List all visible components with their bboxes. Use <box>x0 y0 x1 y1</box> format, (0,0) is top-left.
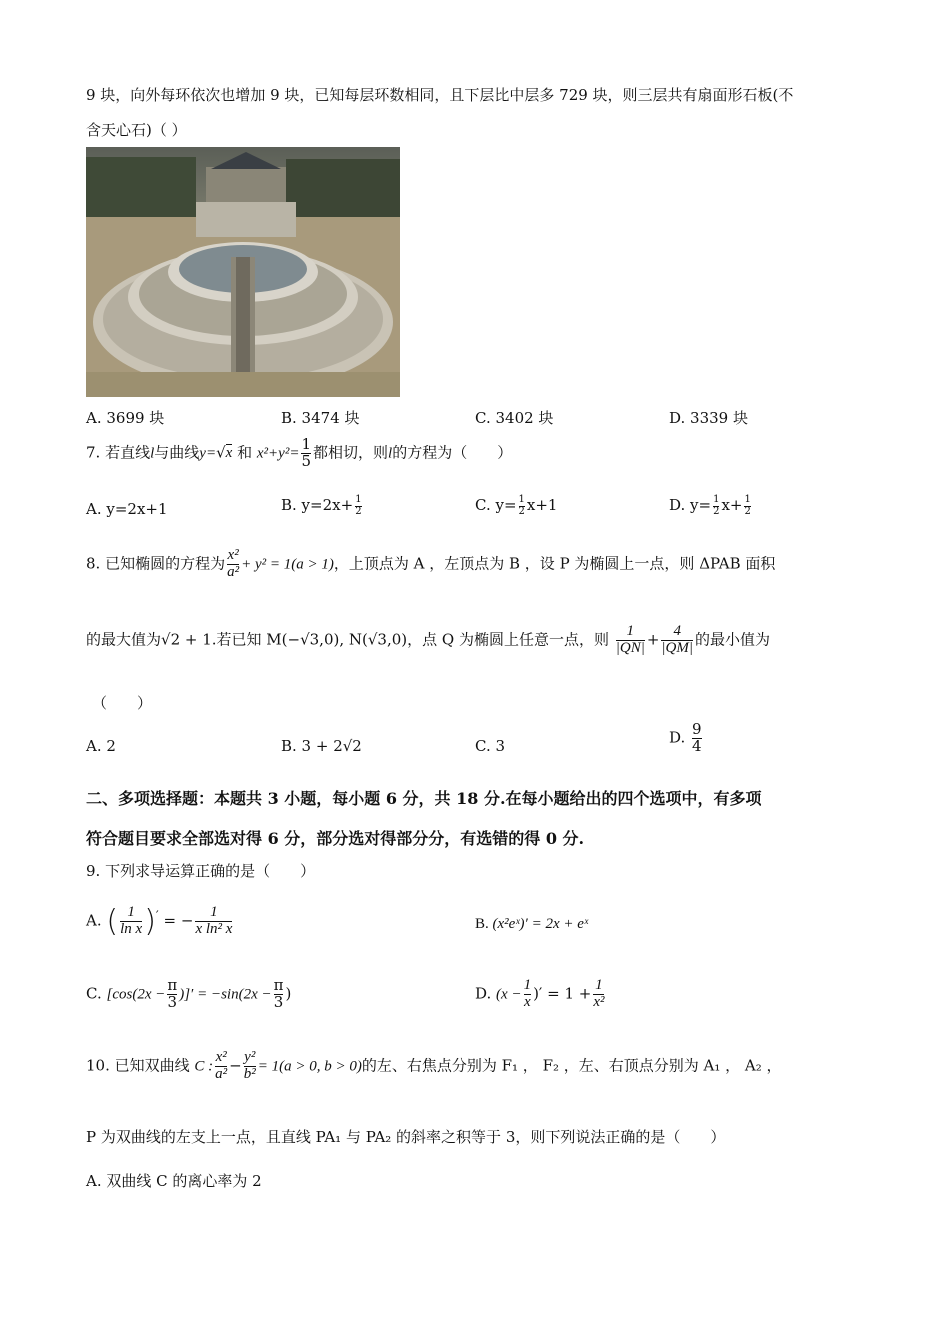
q6-option-d: D. 3339 块 <box>669 409 748 427</box>
q10-stem-line2: P 为双曲线的左支上一点，且直线 PA₁ 与 PA₂ 的斜率之积等于 3，则下列说法正确的是（ ） <box>86 1128 726 1146</box>
q6-text-line1: 9 块，向外每环依次也增加 9 块，已知每层环数相同，且下层比中层多 729 块，则三层共有扇面形石板(不 <box>86 86 794 104</box>
q6-option-a: A. 3699 块 <box>86 409 165 427</box>
section2-heading-line1: 二、多项选择题：本题共 3 小题，每小题 6 分，共 18 分.在每小题给出的四个选项中，有多项 <box>86 789 762 808</box>
q8-option-c: C. 3 <box>475 737 506 755</box>
q7-option-d: D. y= $\frac{1}{2}$ x+ $\frac{1}{2}$ <box>669 494 751 517</box>
q9-option-a: A. ( $\frac{1}{\text{ln x}}$ )′ = − $\frac{1}{\text{x ln² x}}$ <box>86 904 233 939</box>
q8-option-a: A. 2 <box>86 737 116 755</box>
q8-stem-line3: （ ） <box>92 694 153 712</box>
q7-option-c: C. y= $\frac{1}{2}$ x+1 <box>475 494 558 517</box>
q8-stem-line1: 8. 已知椭圆的方程为 $\frac{\text{x²}}{\text{a²}}$ + y² = 1(a > 1)，上顶点为 A ，左顶点为 B ，设 P 为椭圆上一点，则 ΔPAB 面积 <box>86 547 776 580</box>
q10-stem-line1: 10. 已知双曲线 C : $\frac{\text{x²}}{\text{a²}}$ − $\frac{\text{y²}}{\text{b²}}$ = 1(a > 0, b > 0)的左、右焦点分别为 F₁ ， F₂ ，左、右顶点分别为 A₁ ， A₂ ， <box>86 1049 782 1082</box>
temple-of-heaven-photo <box>86 147 400 397</box>
q6-text-line2: 含天心石)（ ） <box>86 121 187 139</box>
q7-stem: 7. 若直线l与曲线y=√x 和 x²+y²= $\frac{1}{5}$ 都相切，则l的方程为（ ） <box>86 435 513 470</box>
q8-option-b: B. 3 + 2√2 <box>281 737 362 755</box>
q6-option-c: C. 3402 块 <box>475 409 554 427</box>
q9-option-d: D. (x − $\frac{1}{x}$ )′ = 1 + $\frac{1}{\text{x²}}$ <box>475 977 605 1010</box>
q6-option-b: B. 3474 块 <box>281 409 360 427</box>
q9-option-b: B. (x²eˣ)′ = 2x + eˣ <box>475 916 589 932</box>
section2-heading-line2: 符合题目要求全部选对得 6 分，部分选对得部分分，有选错的得 0 分. <box>86 829 585 848</box>
q7-option-b: B. y=2x+ $\frac{1}{2}$ <box>281 494 362 517</box>
q8-stem-line2: 的最大值为√2 + 1.若已知 M(−√3,0), N(√3,0)，点 Q 为椭圆上任意一点，则 $\frac{1}{|QN|}$ + $\frac{4}{|QM|}$ 的最小值为 <box>86 623 771 656</box>
q8-option-d: D. $\frac{9}{4}$ <box>669 720 702 755</box>
q9-stem: 9. 下列求导运算正确的是（ ） <box>86 862 316 880</box>
q10-option-a: A. 双曲线 C 的离心率为 2 <box>86 1172 262 1190</box>
q9-option-c: C. [cos(2x − $\frac{\pi}{3}$ )]′ = −sin(2x − $\frac{\pi}{3}$ ) <box>86 976 292 1011</box>
q7-option-a: A. y=2x+1 <box>86 500 168 518</box>
